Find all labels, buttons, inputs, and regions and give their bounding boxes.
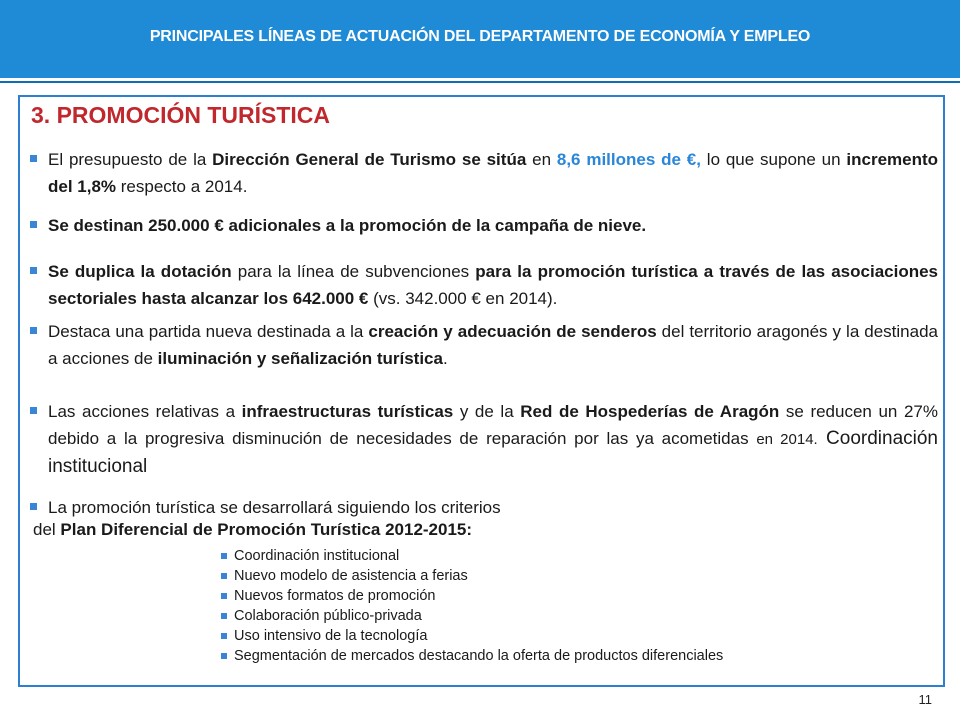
list-item xyxy=(221,606,723,626)
plan-line xyxy=(33,520,472,540)
bullet-trails xyxy=(30,318,938,372)
list-item xyxy=(221,646,723,666)
bold-run: infraestructuras turísticas xyxy=(241,402,454,421)
square-bullet-icon xyxy=(30,503,37,510)
plan-title: Plan Diferencial de Promoción Turística 2012-2015: xyxy=(60,520,473,539)
bullet-infrastructure xyxy=(30,398,938,480)
section-title: 3. PROMOCIÓN TURÍSTICA xyxy=(31,102,331,128)
bold-run: Se duplica la dotación xyxy=(48,262,232,281)
text-run: se reducen un 27% debido a la progresiva disminución de necesidades de reparación por las ya acometidas xyxy=(48,402,938,448)
text-run: y de la xyxy=(453,402,521,421)
square-bullet-icon xyxy=(221,553,227,559)
bold-run: para la promoción turística a través de las asociaciones sectoriales hasta alcanzar los 642.000 € xyxy=(48,262,938,308)
bullet-text xyxy=(30,146,938,200)
bullet-text xyxy=(30,212,938,239)
bold-run: incremento del 1,8% xyxy=(48,150,939,196)
bold-run: Red de Hospederías de Aragón xyxy=(520,402,780,421)
text-run: en 2014. xyxy=(756,431,818,448)
list-item xyxy=(221,626,723,646)
page-number: 11 xyxy=(918,692,932,707)
text-run: para la línea de subvenciones xyxy=(231,262,476,281)
criteria-label: Coordinación institucional xyxy=(234,548,400,564)
text-run: respecto a 2014. xyxy=(116,177,248,196)
text-run: El presupuesto de la xyxy=(48,150,213,169)
list-item xyxy=(221,546,723,566)
bold-run: Dirección General de Turismo se sitúa xyxy=(212,150,527,169)
square-bullet-icon xyxy=(221,613,227,619)
square-bullet-icon xyxy=(221,633,227,639)
bullet-snow-campaign xyxy=(30,212,938,239)
header-bar xyxy=(0,0,960,81)
list-item xyxy=(221,566,723,586)
text-run: Destaca una partida nueva destinada a la xyxy=(48,322,369,341)
criteria-label: Nuevos formatos de promoción xyxy=(234,588,436,604)
square-bullet-icon xyxy=(30,327,37,334)
bold-run: Se destinan 250.000 € adicionales a la promoción de la campaña de nieve. xyxy=(48,216,647,235)
bullet-subsidies xyxy=(30,258,938,312)
text-run: Las acciones relativas a xyxy=(48,402,242,421)
square-bullet-icon xyxy=(221,653,227,659)
highlight-amount: 8,6 millones de €, xyxy=(556,150,701,169)
bullet-budget xyxy=(30,146,938,200)
bold-run: iluminación y señalización turística xyxy=(157,349,443,368)
square-bullet-icon xyxy=(30,221,37,228)
criteria-label: Segmentación de mercados destacando la oferta de productos diferenciales xyxy=(234,648,724,664)
criteria-label: Colaboración público-privada xyxy=(234,608,422,624)
square-bullet-icon xyxy=(30,407,37,414)
criteria-list xyxy=(221,546,723,666)
bullet-text: La promoción turística se desarrollará siguiendo los criterios xyxy=(48,498,501,517)
text-run: del territorio aragonés y la destinada a acciones de xyxy=(48,322,938,368)
criteria-label: Nuevo modelo de asistencia a ferias xyxy=(234,568,468,584)
criteria-label: Uso intensivo de la tecnología xyxy=(234,628,428,644)
text-run: (vs. 342.000 € en 2014). xyxy=(368,289,558,308)
bullet-text xyxy=(30,258,938,312)
bold-run: creación y adecuación de senderos xyxy=(368,322,657,341)
text-run: Coordinación institucional xyxy=(48,428,938,477)
bullet-promotion-plan xyxy=(30,494,938,521)
text-run: del xyxy=(33,520,61,539)
text-run: lo que supone un xyxy=(700,150,847,169)
square-bullet-icon xyxy=(221,593,227,599)
text-run: en xyxy=(526,150,557,169)
text-run: . xyxy=(442,349,448,368)
bullet-text xyxy=(30,398,938,480)
header-title: PRINCIPALES LÍNEAS DE ACTUACIÓN DEL DEPARTAMENTO DE ECONOMÍA Y EMPLEO xyxy=(149,28,811,45)
square-bullet-icon xyxy=(30,267,37,274)
list-item xyxy=(221,586,723,606)
square-bullet-icon xyxy=(30,155,37,162)
bullet-text xyxy=(30,318,938,372)
square-bullet-icon xyxy=(221,573,227,579)
